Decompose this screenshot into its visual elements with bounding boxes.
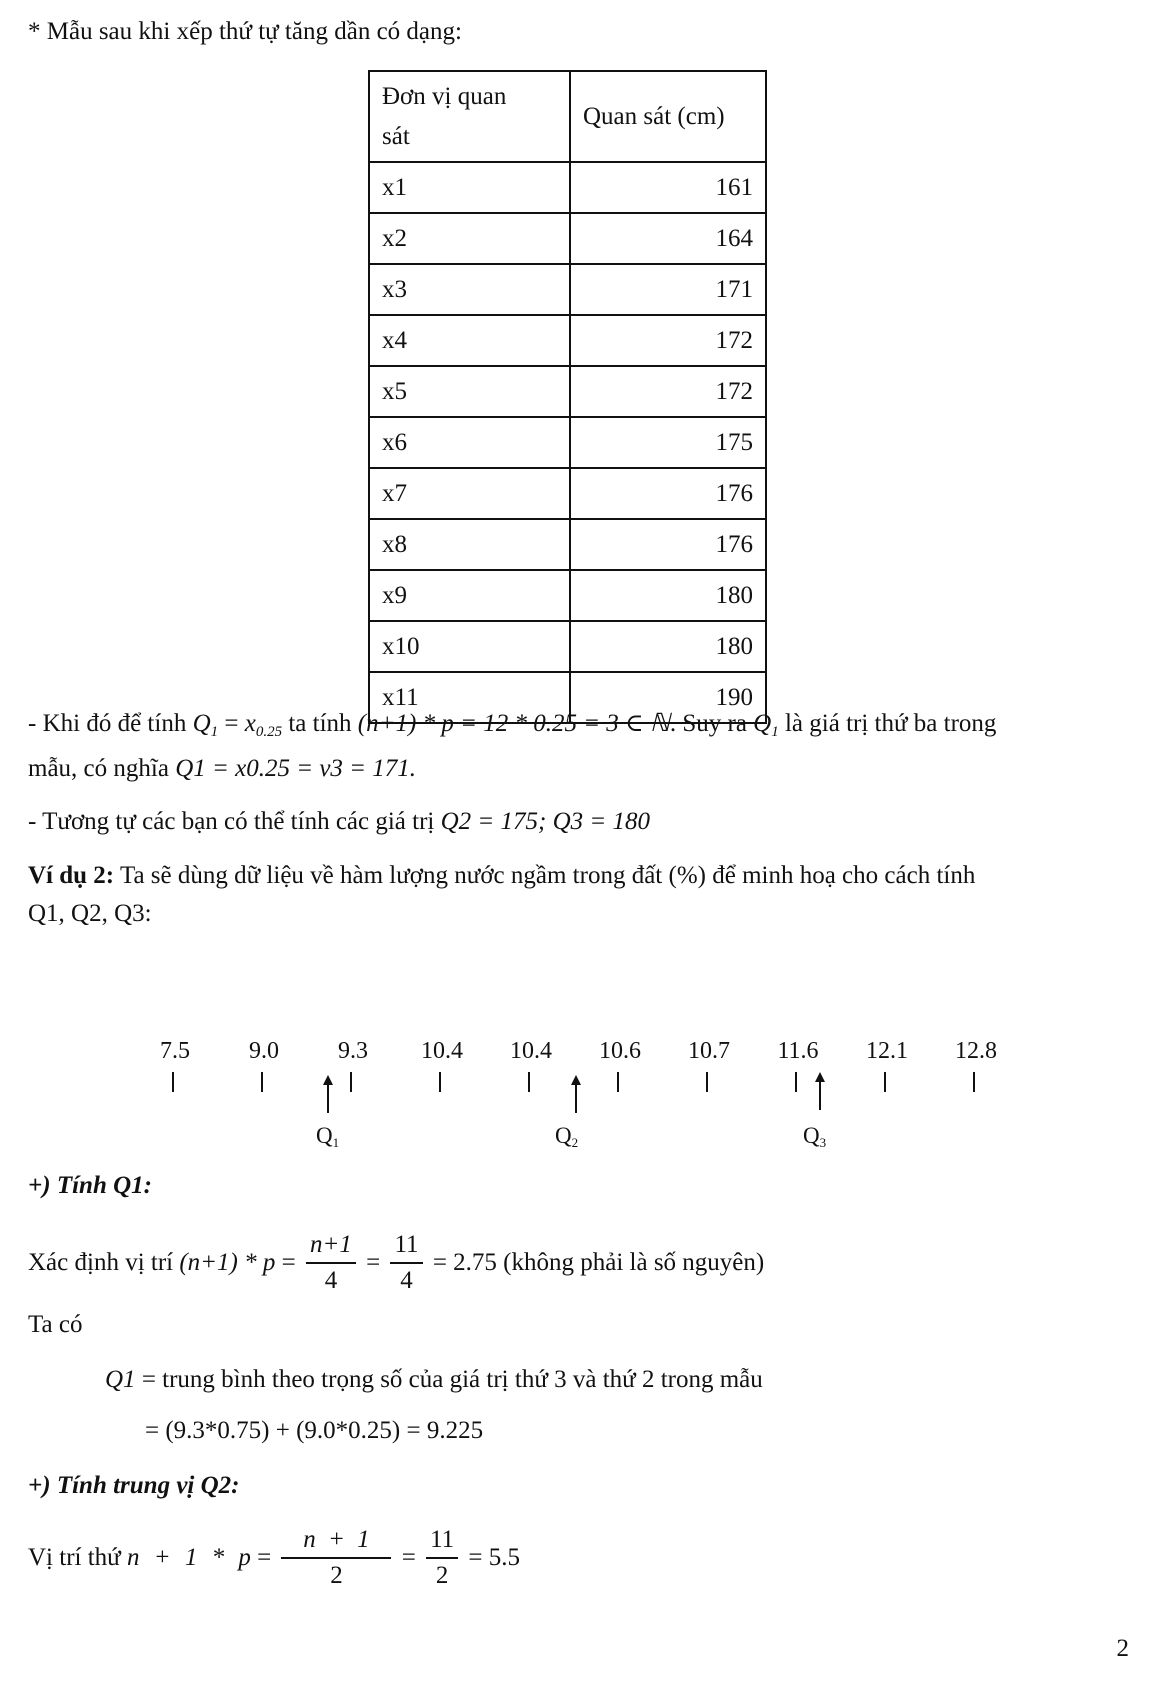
ta-co: Ta có xyxy=(28,1311,83,1338)
observation-table xyxy=(368,70,767,724)
q1-definition: Q1 = trung bình theo trọng số của giá trị thứ 3 và thứ 2 trong mẫu xyxy=(105,1366,763,1393)
header-unit: Đơn vị quan sát xyxy=(369,71,570,162)
table-row xyxy=(369,366,766,417)
table-row xyxy=(369,162,766,213)
q3-marker-label: $Q_3$ xyxy=(803,1123,827,1150)
table-row xyxy=(369,570,766,621)
q1-calculation: = (9.3*0.75) + (9.0*0.25) = 9.225 xyxy=(145,1417,484,1444)
value-cell: 180 xyxy=(570,621,766,672)
unit-cell: x5 xyxy=(369,366,570,417)
unit-cell: x8 xyxy=(369,519,570,570)
number-line-tick xyxy=(795,1072,797,1092)
unit-cell: x6 xyxy=(369,417,570,468)
q2-fraction-2: $\frac{11}{2}$ xyxy=(426,1523,458,1593)
q2-q3-formula: Q2 = 175; Q3 = 180 xyxy=(440,808,651,835)
paragraph-q1-result: mẫu, có nghĩa Q1 = x0.25 = v3 = 171. xyxy=(28,755,417,782)
number-line-tick xyxy=(706,1072,708,1092)
number-line-tick xyxy=(973,1072,975,1092)
table-header-row xyxy=(369,71,766,162)
value-cell: 180 xyxy=(570,570,766,621)
number-line-value: 10.7 xyxy=(688,1038,730,1064)
example-label: Ví dụ 2: xyxy=(28,862,115,889)
q2-position-line: Vị trí thứ n + 1 * p = $\frac{n + 1}{2}$ = $\frac{11}{2}$ = 5.5 xyxy=(28,1523,520,1593)
number-line-tick xyxy=(884,1072,886,1092)
unit-cell: x2 xyxy=(369,213,570,264)
number-line-value: 9.0 xyxy=(249,1038,279,1064)
header-value: Quan sát (cm) xyxy=(570,71,766,162)
unit-cell: x9 xyxy=(369,570,570,621)
example-2: Ví dụ 2: Ta sẽ dùng dữ liệu về hàm lượng nước ngầm trong đất (%) để minh hoạ cho cách tính xyxy=(28,862,976,889)
value-cell: 190 xyxy=(570,672,766,723)
paragraph-similar: - Tương tự các bạn có thể tính các giá trị Q2 = 175; Q3 = 180 xyxy=(28,808,651,835)
q2-arrow-icon xyxy=(570,1075,582,1113)
number-line-value: 11.6 xyxy=(777,1038,819,1064)
value-cell: 176 xyxy=(570,519,766,570)
unit-cell: x1 xyxy=(369,162,570,213)
number-line-tick xyxy=(350,1072,352,1092)
unit-cell: x4 xyxy=(369,315,570,366)
number-line-value: 10.6 xyxy=(599,1038,641,1064)
unit-cell: x3 xyxy=(369,264,570,315)
number-line-value: 12.1 xyxy=(866,1038,908,1064)
table-row xyxy=(369,417,766,468)
position-formula: (n+1) * p = 12 * 0.25 = 3 ∈ ℕ xyxy=(357,710,670,737)
table-row xyxy=(369,519,766,570)
table-row xyxy=(369,621,766,672)
value-cell: 172 xyxy=(570,366,766,417)
number-line-value: 12.8 xyxy=(955,1038,997,1064)
q2-marker-label: $Q_2$ xyxy=(555,1123,579,1150)
q1-formula: $Q_1 = x_{0.25}$ xyxy=(192,710,283,740)
value-cell: 164 xyxy=(570,213,766,264)
paragraph-q1-def: - Khi đó để tính $Q_1 = x_{0.25}$ ta tính (n+1) * p = 12 * 0.25 = 3 ∈ ℕ. Suy ra $Q_1$ là giá trị thứ ba trong xyxy=(28,710,997,740)
number-line-tick xyxy=(172,1072,174,1092)
unit-cell: x11 xyxy=(369,672,570,723)
value-cell: 176 xyxy=(570,468,766,519)
q1-position-line: Xác định vị trí (n+1) * p = $\frac{n+1}{4}$ = $\frac{11}{4}$ = 2.75 (không phải là số nguyên) xyxy=(28,1228,764,1298)
q2-fraction-1: $\frac{n + 1}{2}$ xyxy=(281,1523,391,1593)
number-line-tick xyxy=(439,1072,441,1092)
q3-arrow-icon xyxy=(814,1072,826,1110)
page-number: 2 xyxy=(1116,1635,1129,1662)
number-line-value: 7.5 xyxy=(160,1038,190,1064)
q1-fraction-1: $\frac{n+1}{4}$ xyxy=(306,1228,356,1298)
number-line-tick xyxy=(528,1072,530,1092)
table-row xyxy=(369,213,766,264)
number-line-tick xyxy=(261,1072,263,1092)
q1-result-formula: Q1 = x0.25 = v3 = 171. xyxy=(175,755,417,782)
number-line-value: 10.4 xyxy=(510,1038,552,1064)
table-row xyxy=(369,468,766,519)
value-cell: 171 xyxy=(570,264,766,315)
number-line-value: 10.4 xyxy=(421,1038,463,1064)
q1-fraction-2: $\frac{11}{4}$ xyxy=(390,1228,422,1298)
value-cell: 172 xyxy=(570,315,766,366)
q1-marker-label: $Q_1$ xyxy=(316,1123,340,1150)
number-line-tick xyxy=(617,1072,619,1092)
number-line-value: 9.3 xyxy=(338,1038,368,1064)
table-row xyxy=(369,264,766,315)
intro-text: * Mẫu sau khi xếp thứ tự tăng dần có dạng: xyxy=(28,18,462,45)
q2-heading: +) Tính trung vị Q2: xyxy=(28,1472,240,1499)
example-2-line2: Q1, Q2, Q3: xyxy=(28,900,152,927)
unit-cell: x7 xyxy=(369,468,570,519)
q1-heading: +) Tính Q1: xyxy=(28,1172,152,1199)
value-cell: 175 xyxy=(570,417,766,468)
table-row xyxy=(369,315,766,366)
q1-arrow-icon xyxy=(322,1075,334,1113)
value-cell: 161 xyxy=(570,162,766,213)
unit-cell: x10 xyxy=(369,621,570,672)
